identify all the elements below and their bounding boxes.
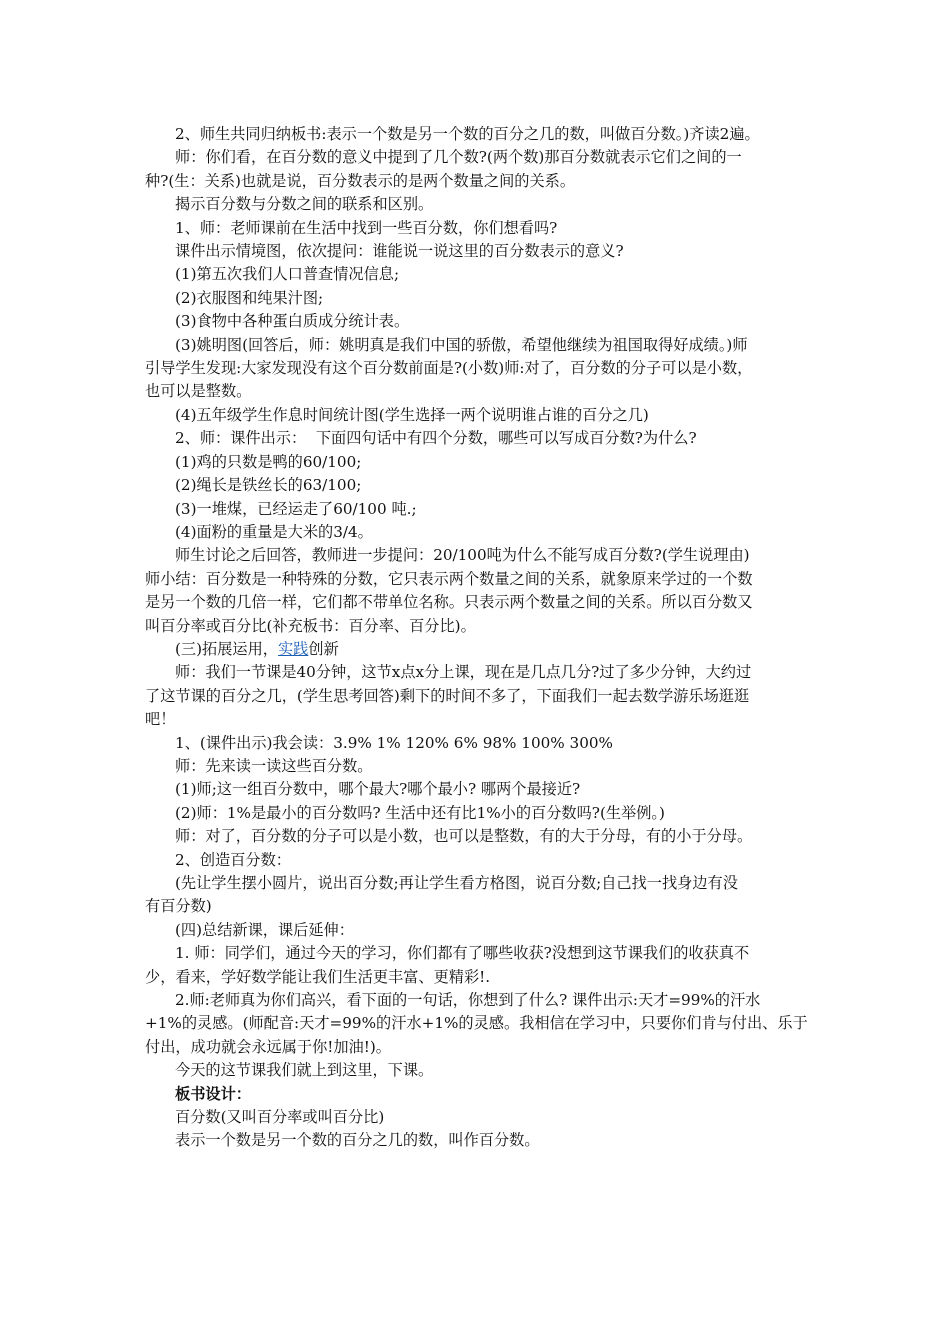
text-line: 百分数(又叫百分率或叫百分比) — [175, 1108, 385, 1127]
text-line: 师：对了，百分数的分子可以是小数，也可以是整数，有的大于分母，有的小于分母。 — [175, 827, 753, 846]
text-line: (2)师：1%是最小的百分数吗? 生活中还有比1%小的百分数吗?(生举例。) — [175, 803, 665, 822]
text-line: 师生讨论之后回答，教师进一步提问：20/100吨为什么不能写成百分数?(学生说理由) — [175, 546, 750, 565]
text-segment: 创新 — [308, 639, 339, 658]
text-line: 种?(生：关系)也就是说，百分数表示的是两个数量之间的关系。 — [145, 171, 576, 190]
paragraph-10 — [145, 404, 810, 427]
text-line: (4)五年级学生作息时间统计图(学生选择一两个说明谁占谁的百分之几) — [175, 405, 649, 424]
text-line: 叫百分率或百分比(补充板书：百分率、百分比)。 — [145, 616, 476, 635]
text-line: 师小结：百分数是一种特殊的分数，它只表示两个数量之间的关系，就象原来学过的一个数 — [145, 569, 753, 588]
paragraph-4 — [145, 217, 810, 240]
paragraph-16 — [145, 544, 810, 638]
text-line: 师：我们一节课是40分钟，这节x点x分上课，现在是几点几分?过了多少分钟，大约过 — [175, 663, 752, 682]
paragraph-26 — [145, 919, 810, 942]
text-line: 1、师：老师课前在生活中找到一些百分数，你们想看吗? — [175, 218, 558, 237]
paragraph-5 — [145, 240, 810, 263]
text-line: 少，看来，学好数学能让我们生活更丰富、更精彩!. — [145, 967, 491, 986]
text-line: 师：先来读一读这些百分数。 — [175, 756, 373, 775]
paragraph-31 — [145, 1106, 810, 1129]
paragraph-3 — [145, 193, 810, 216]
paragraph-2 — [145, 146, 810, 193]
text-line: (4)面粉的重量是大米的3/4。 — [175, 522, 373, 541]
text-line: 1. 师：同学们，通过今天的学习，你们都有了哪些收获?没想到这节课我们的收获真不 — [175, 944, 750, 963]
text-line: 引导学生发现:大家发现没有这个百分数前面是?(小数)师:对了，百分数的分子可以是小数， — [145, 359, 753, 378]
paragraph-22 — [145, 802, 810, 825]
paragraph-13 — [145, 474, 810, 497]
paragraph-29 — [145, 1059, 810, 1082]
paragraph-11 — [145, 427, 810, 450]
document-body — [145, 123, 810, 1153]
paragraph-18 — [145, 661, 810, 731]
text-line: (3)姚明图(回答后，师：姚明真是我们中国的骄傲，希望他继续为祖国取得好成绩。)师 — [175, 335, 748, 354]
text-line: (1)鸡的只数是鸭的60/100; — [175, 452, 362, 471]
text-line: 2.师:老师真为你们高兴，看下面的一句话，你想到了什么? 课件出示:天才=99%的汗水 — [175, 991, 761, 1010]
text-line: 课件出示情境图，依次提问：谁能说一说这里的百分数表示的意义? — [175, 242, 624, 261]
paragraph-6 — [145, 263, 810, 286]
paragraph-9 — [145, 334, 810, 404]
text-line: 付出，成功就会永远属于你!加油!)。 — [145, 1037, 391, 1056]
text-line: (2)衣服图和纯果汁图; — [175, 288, 324, 307]
practice-link[interactable]: 实践 — [277, 639, 309, 658]
paragraph-25 — [145, 872, 810, 919]
text-line: 有百分数) — [145, 897, 212, 916]
text-line: 今天的这节课我们就上到这里，下课。 — [175, 1061, 434, 1080]
text-line: 板书设计： — [175, 1084, 251, 1103]
paragraph-24 — [145, 849, 810, 872]
paragraph-8 — [145, 310, 810, 333]
paragraph-7 — [145, 287, 810, 310]
paragraph-27 — [145, 942, 810, 989]
text-line: (2)绳长是铁丝长的63/100; — [175, 476, 362, 495]
text-line: (四)总结新课，课后延伸： — [175, 920, 354, 939]
text-line: 2、师：课件出示： 下面四句话中有四个分数，哪些可以写成百分数?为什么? — [175, 429, 697, 448]
paragraph-28 — [145, 989, 810, 1059]
text-line: 揭示百分数与分数之间的联系和区别。 — [175, 195, 434, 214]
paragraph-20 — [145, 755, 810, 778]
paragraph-12 — [145, 451, 810, 474]
text-line: 也可以是整数。 — [145, 382, 252, 401]
text-line: 师：你们看，在百分数的意义中提到了几个数?(两个数)那百分数就表示它们之间的一 — [175, 148, 742, 167]
text-line: 2、师生共同归纳板书:表示一个数是另一个数的百分之几的数，叫做百分数。)齐读2遍。 — [175, 125, 760, 143]
text-line: (先让学生摆小圆片，说出百分数;再让学生看方格图，说百分数;自己找一找身边有没 — [175, 874, 738, 892]
paragraph-17 — [145, 638, 810, 661]
text-line: 是另一个数的几倍一样，它们都不带单位名称。只表示两个数量之间的关系。所以百分数又 — [145, 593, 753, 612]
paragraph-1 — [145, 123, 810, 146]
paragraph-23 — [145, 825, 810, 848]
text-line: 1、(课件出示)我会读：3.9% 1% 120% 6% 98% 100% 300% — [175, 733, 613, 752]
text-line: (3)一堆煤，已经运走了60/100 吨.; — [175, 499, 417, 518]
paragraph-32 — [145, 1129, 810, 1152]
board-design-heading — [145, 1083, 810, 1106]
text-line: 吧！ — [145, 710, 176, 729]
text-line: (1)第五次我们人口普查情况信息; — [175, 265, 400, 284]
paragraph-21 — [145, 778, 810, 801]
text-line: 2、创造百分数： — [175, 850, 291, 869]
text-line: (3)食物中各种蛋白质成分统计表。 — [175, 312, 410, 331]
paragraph-14 — [145, 498, 810, 521]
text-line: 表示一个数是另一个数的百分之几的数，叫作百分数。 — [175, 1131, 540, 1150]
text-line: (1)师;这一组百分数中，哪个最大?哪个最小? 哪两个最接近? — [175, 780, 581, 799]
text-line: 了这节课的百分之几，(学生思考回答)剩下的时间不多了，下面我们一起去数学游乐场逛逛 — [145, 686, 750, 705]
text-segment: (三)拓展运用， — [175, 639, 278, 658]
paragraph-15 — [145, 521, 810, 544]
paragraph-19 — [145, 732, 810, 755]
text-line: +1%的灵感。(师配音:天才=99%的汗水+1%的灵感。我相信在学习中，只要你们肯与付出、乐于 — [145, 1014, 808, 1033]
